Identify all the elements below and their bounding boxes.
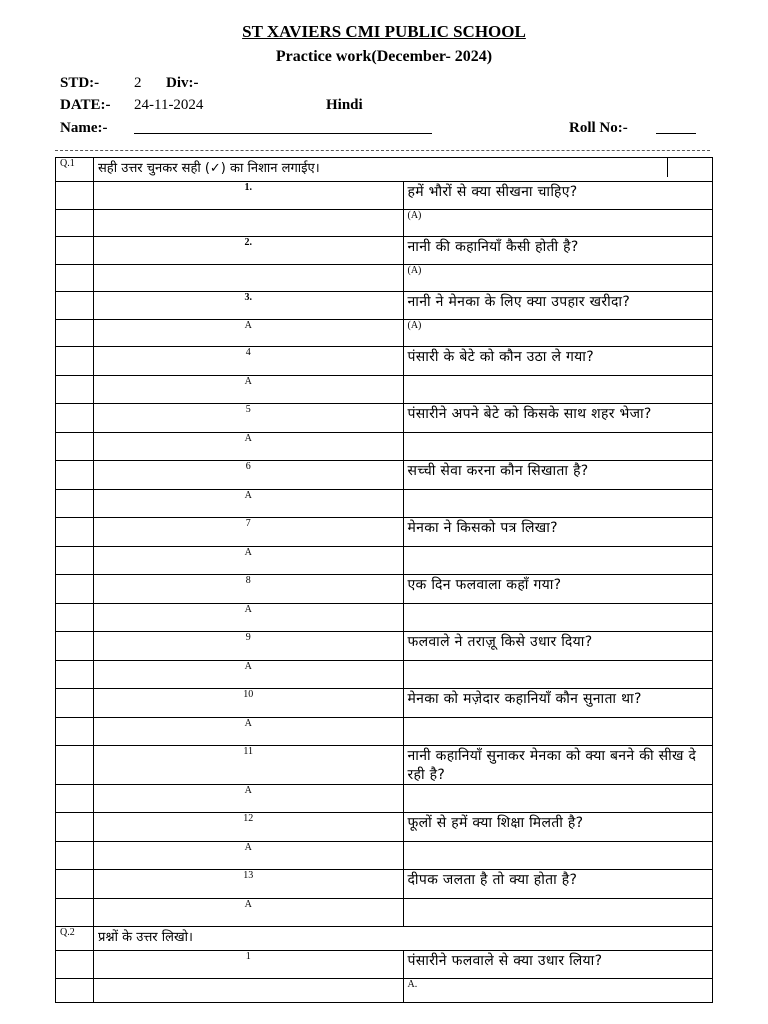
answer-marker: A <box>94 899 404 927</box>
question-text: नानी की कहानियाँ कैसी होती है? <box>403 237 713 265</box>
question-text: फलवाले ने तराज़ू किसे उधार दिया? <box>403 632 713 661</box>
blank-cell <box>56 237 94 265</box>
question-number: 11 <box>94 746 404 785</box>
answer-marker <box>94 979 404 1003</box>
section-label: Q.2 <box>56 927 94 951</box>
answer-row <box>56 979 713 1003</box>
answer-row <box>56 210 713 237</box>
blank-cell <box>56 979 94 1003</box>
question-row <box>56 951 713 979</box>
question-row <box>56 461 713 490</box>
section-header-row <box>56 158 713 182</box>
blank-cell <box>56 870 94 899</box>
answer-field[interactable] <box>403 547 713 575</box>
std-value: 2 <box>134 75 142 91</box>
answer-field[interactable] <box>403 785 713 813</box>
answer-field[interactable]: (A) <box>403 210 713 237</box>
answer-field[interactable] <box>403 842 713 870</box>
question-row <box>56 292 713 320</box>
section-header-row <box>56 927 713 951</box>
answer-field[interactable] <box>403 376 713 404</box>
blank-cell <box>56 813 94 842</box>
answer-marker <box>94 210 404 237</box>
blank-cell <box>56 265 94 292</box>
answer-marker <box>94 265 404 292</box>
blank-cell <box>56 404 94 433</box>
question-text: सच्ची सेवा करना कौन सिखाता है? <box>403 461 713 490</box>
question-text: नानी कहानियाँ सुनाकर मेनका को क्या बनने की सीख दे रही है? <box>403 746 713 785</box>
question-number: 9 <box>94 632 404 661</box>
question-row <box>56 404 713 433</box>
answer-field[interactable] <box>403 899 713 927</box>
blank-cell <box>56 661 94 689</box>
blank-cell <box>56 461 94 490</box>
title-end-cell <box>667 158 712 178</box>
question-number: 7 <box>94 518 404 547</box>
question-text: हमें भौरों से क्या सीखना चाहिए? <box>403 182 713 210</box>
answer-field[interactable] <box>403 490 713 518</box>
question-row <box>56 870 713 899</box>
blank-cell <box>56 689 94 718</box>
question-number: 5 <box>94 404 404 433</box>
section-title-text: सही उत्तर चुनकर सही (✓) का निशान लगाईए। <box>98 161 320 176</box>
question-number: 10 <box>94 689 404 718</box>
blank-cell <box>56 347 94 376</box>
blank-cell <box>56 518 94 547</box>
blank-cell <box>56 575 94 604</box>
answer-marker: A <box>94 376 404 404</box>
answer-marker: A <box>94 661 404 689</box>
question-number: 13 <box>94 870 404 899</box>
question-row <box>56 237 713 265</box>
blank-cell <box>56 951 94 979</box>
blank-cell <box>56 433 94 461</box>
question-number: 1. <box>94 182 404 210</box>
answer-field[interactable] <box>403 433 713 461</box>
question-number: 6 <box>94 461 404 490</box>
answer-row <box>56 376 713 404</box>
blank-cell <box>56 320 94 347</box>
question-row <box>56 689 713 718</box>
div-label: Div:- <box>166 75 199 91</box>
question-number: 3. <box>94 292 404 320</box>
blank-cell <box>56 210 94 237</box>
answer-marker: A <box>94 842 404 870</box>
answer-marker: A <box>94 604 404 632</box>
name-label: Name:- <box>60 120 108 136</box>
answer-marker: A <box>94 433 404 461</box>
question-number: 4 <box>94 347 404 376</box>
answer-row <box>56 842 713 870</box>
answer-field[interactable]: A. <box>403 979 713 1003</box>
blank-cell <box>56 746 94 785</box>
answer-row <box>56 899 713 927</box>
answer-row <box>56 604 713 632</box>
question-text: पंसारीने फलवाले से क्या उधार लिया? <box>403 951 713 979</box>
question-number: 8 <box>94 575 404 604</box>
question-text: फूलों से हमें क्या शिक्षा मिलती है? <box>403 813 713 842</box>
question-row <box>56 632 713 661</box>
question-number: 2. <box>94 237 404 265</box>
answer-row <box>56 433 713 461</box>
date-label: DATE:- <box>60 97 111 113</box>
answer-row <box>56 547 713 575</box>
blank-cell <box>56 292 94 320</box>
blank-cell <box>56 785 94 813</box>
school-title: ST XAVIERS CMI PUBLIC SCHOOL <box>242 22 526 41</box>
answer-field[interactable] <box>403 604 713 632</box>
question-text: पंसारी के बेटे को कौन उठा ले गया? <box>403 347 713 376</box>
date-value: 24-11-2024 <box>134 97 204 113</box>
blank-cell <box>56 182 94 210</box>
question-text: नानी ने मेनका के लिए क्या उपहार खरीदा? <box>403 292 713 320</box>
roll-blank-line[interactable] <box>656 133 696 134</box>
answer-row <box>56 490 713 518</box>
answer-row <box>56 785 713 813</box>
answer-marker: A <box>94 785 404 813</box>
question-text: मेनका को मज़ेदार कहानियाँ कौन सुनाता था? <box>403 689 713 718</box>
blank-cell <box>56 547 94 575</box>
blank-cell <box>56 899 94 927</box>
question-row <box>56 746 713 785</box>
answer-marker: A <box>94 718 404 746</box>
question-text: दीपक जलता है तो क्या होता है? <box>403 870 713 899</box>
blank-cell <box>56 632 94 661</box>
question-text: मेनका ने किसको पत्र लिखा? <box>403 518 713 547</box>
subject-label: Hindi <box>326 97 363 113</box>
question-row <box>56 347 713 376</box>
question-text: एक दिन फलवाला कहाँ गया? <box>403 575 713 604</box>
question-row <box>56 813 713 842</box>
answer-row <box>56 718 713 746</box>
question-row <box>56 182 713 210</box>
std-label: STD:- <box>60 75 100 91</box>
name-blank-line[interactable] <box>134 133 432 134</box>
question-text: पंसारीने अपने बेटे को किसके साथ शहर भेजा? <box>403 404 713 433</box>
question-row <box>56 518 713 547</box>
answer-row <box>56 661 713 689</box>
answer-row <box>56 265 713 292</box>
blank-cell <box>56 842 94 870</box>
answer-field[interactable]: (A) <box>403 320 713 347</box>
roll-label: Roll No:- <box>569 120 628 136</box>
answer-marker: A <box>94 547 404 575</box>
blank-cell <box>56 376 94 404</box>
dashed-divider <box>55 150 710 151</box>
question-number: 1 <box>94 951 404 979</box>
question-row <box>56 575 713 604</box>
answer-field[interactable] <box>403 661 713 689</box>
answer-marker: A <box>94 490 404 518</box>
section-title-wrap <box>98 158 708 176</box>
question-number: 12 <box>94 813 404 842</box>
answer-marker: A <box>94 320 404 347</box>
section-title <box>94 158 713 182</box>
answer-row <box>56 320 713 347</box>
section-title: प्रश्नों के उत्तर लिखो। <box>94 927 713 951</box>
blank-cell <box>56 604 94 632</box>
worksheet-subtitle: Practice work(December- 2024) <box>275 48 493 65</box>
blank-cell <box>56 490 94 518</box>
question-table <box>55 157 713 1003</box>
answer-field[interactable]: (A) <box>403 265 713 292</box>
section-label: Q.1 <box>56 158 94 182</box>
answer-field[interactable] <box>403 718 713 746</box>
blank-cell <box>56 718 94 746</box>
